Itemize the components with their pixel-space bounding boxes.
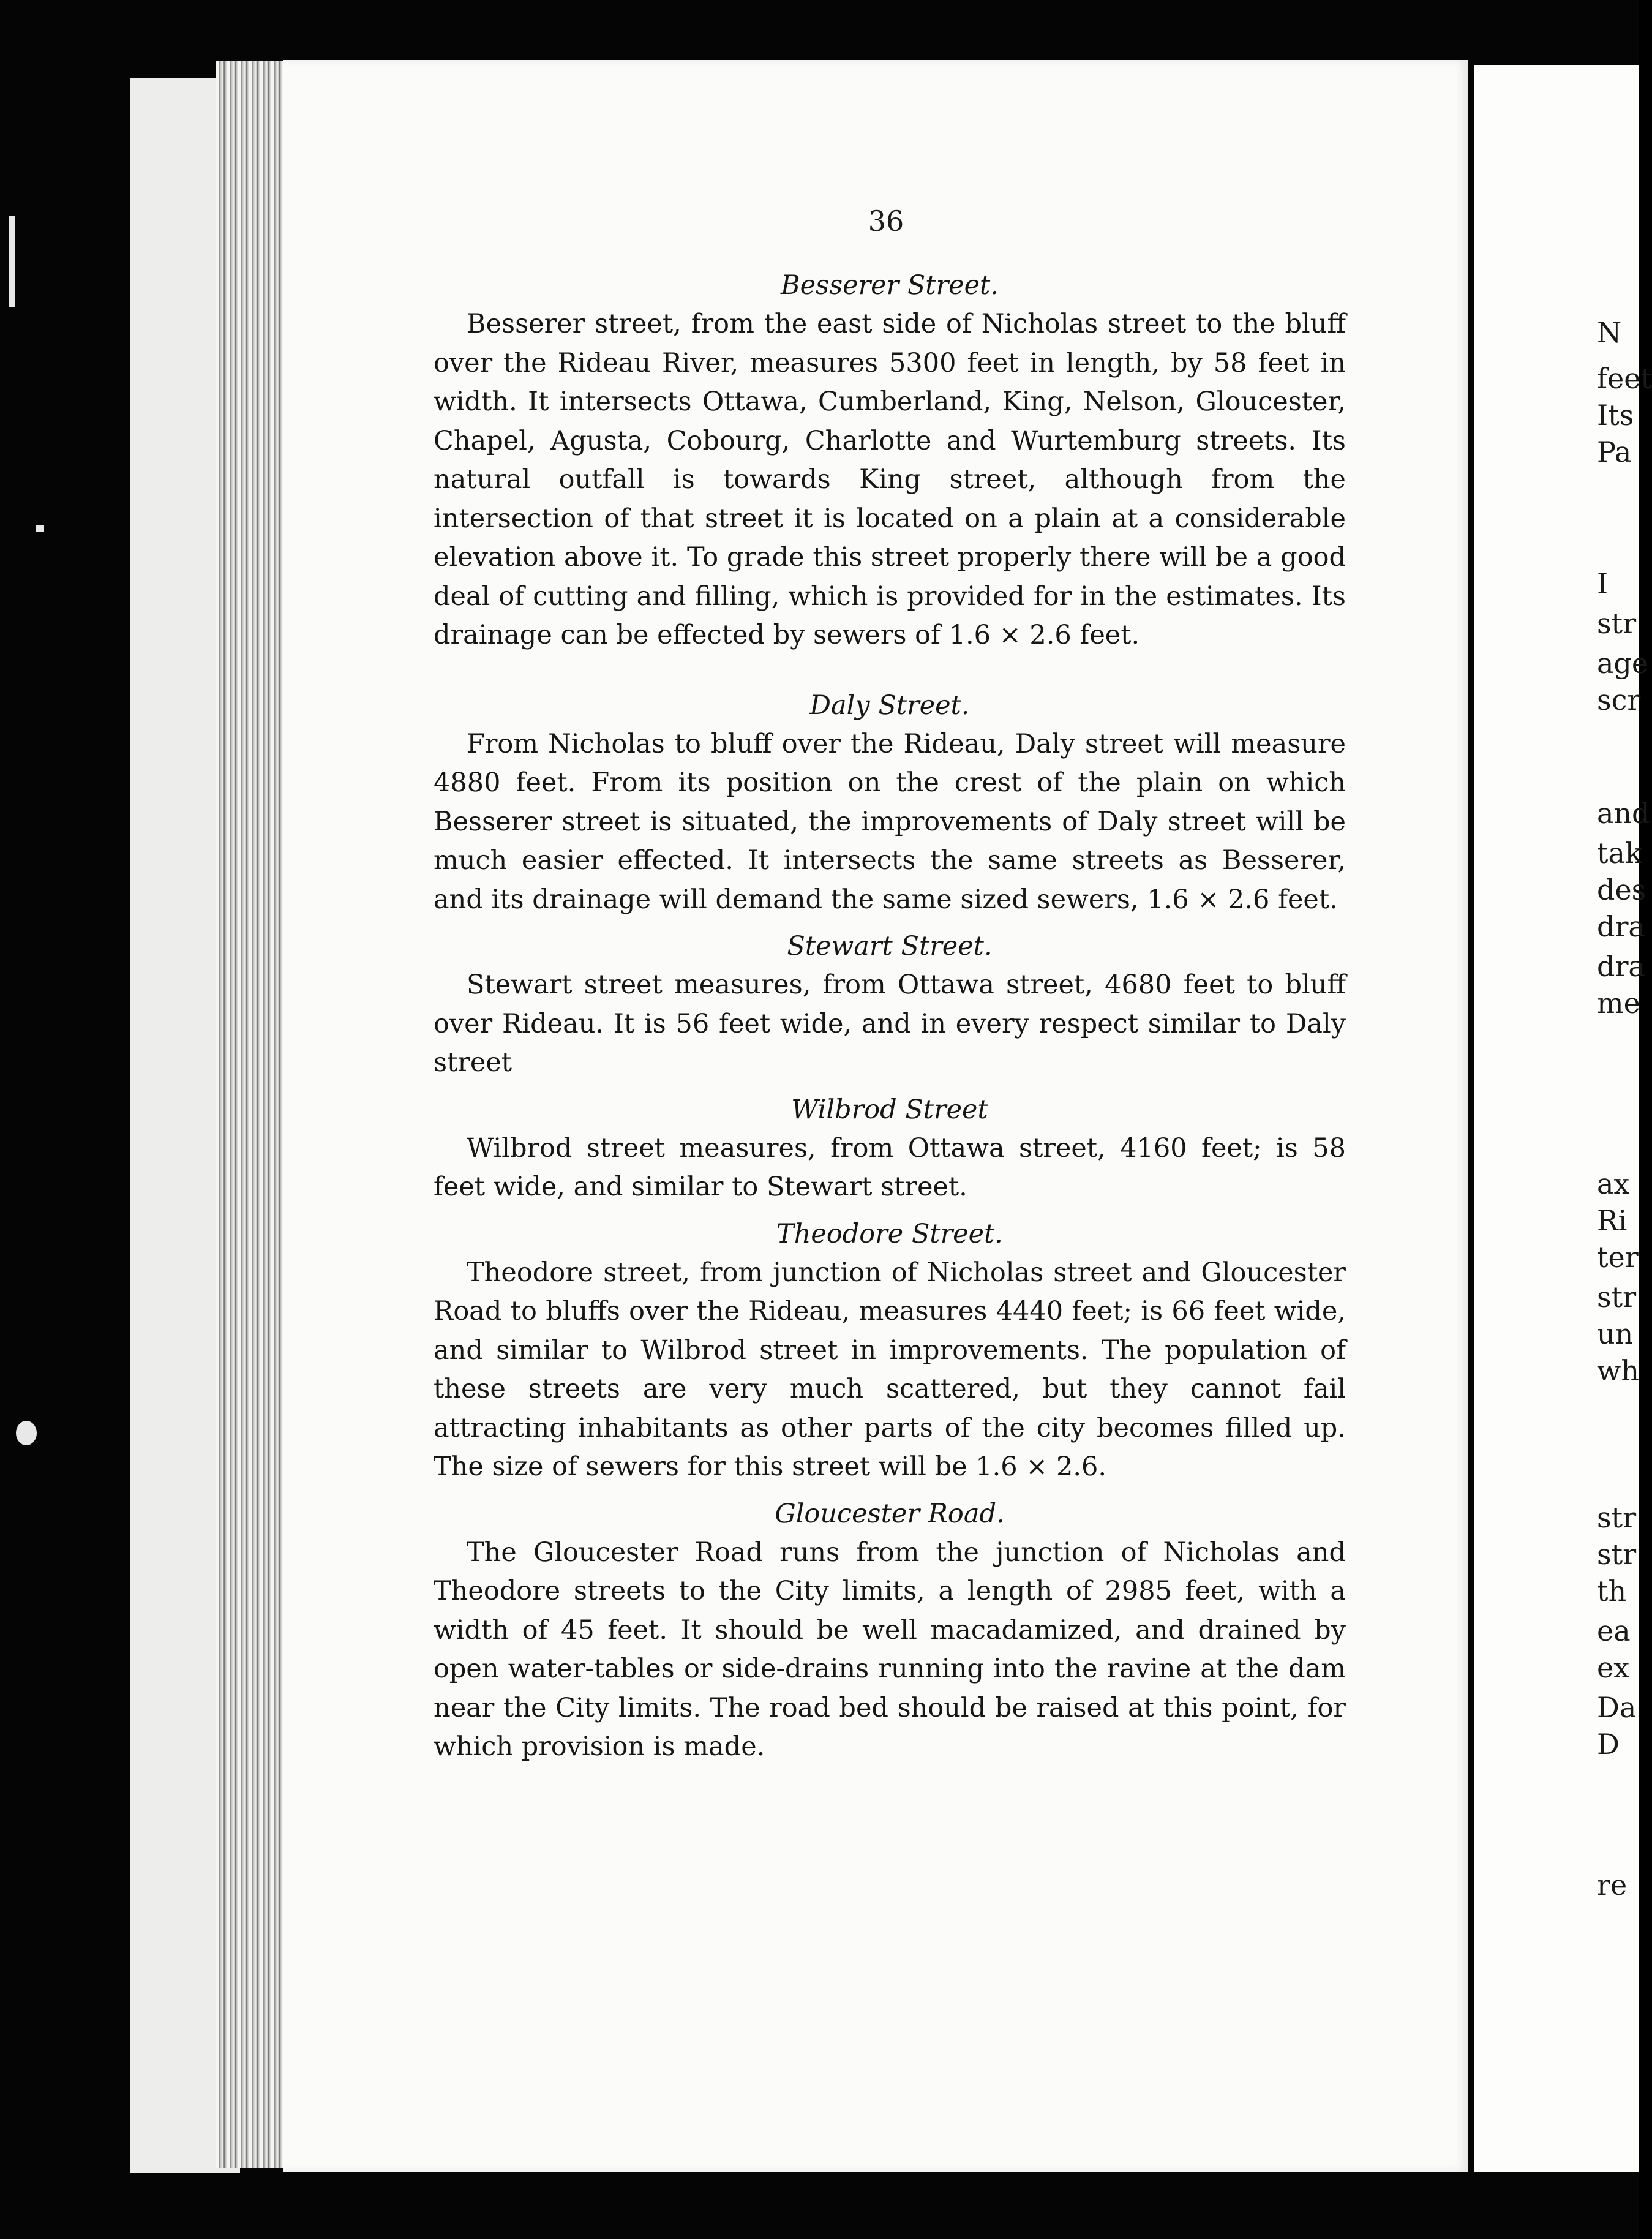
page-edges xyxy=(216,61,289,2168)
facing-page-fragment: des xyxy=(1597,873,1646,906)
facing-page-fragment: Its xyxy=(1597,399,1634,432)
section-paragraph: Stewart street measures, from Ottawa street, 4680 feet to bluff over Rideau. It is 56 feet wide, and in every respect similar to Daly street xyxy=(434,969,1346,1078)
facing-page-fragment: un xyxy=(1597,1317,1634,1350)
facing-page-fragment: ex xyxy=(1597,1651,1630,1684)
facing-page-fragment: dra xyxy=(1597,950,1645,983)
scan-speck xyxy=(36,525,44,532)
section-theodore-street xyxy=(434,1214,1346,1487)
facing-page-fragment: tak xyxy=(1597,837,1642,870)
facing-page-fragment: I xyxy=(1597,567,1609,600)
facing-page-fragment: dra xyxy=(1597,910,1645,943)
section-paragraph: Theodore street, from junction of Nicholas street and Gloucester Road to bluffs over the Rideau, measures 4440 feet; is 66 feet wide, and similar to Wilbrod street in improvements. The population of these streets are very much scattered, but they cannot fail attracting inhabitants as other parts of the city becomes filled up. The size of sewers for this street will be 1.6 × 2.6. xyxy=(434,1257,1346,1482)
facing-page-fragment: re xyxy=(1597,1868,1628,1902)
section-heading: Besserer Street. xyxy=(781,270,999,301)
facing-page-fragment: wh xyxy=(1597,1354,1639,1387)
scan-speck xyxy=(16,1421,37,1445)
facing-page-fragment: feet xyxy=(1597,362,1652,395)
facing-page-fragment: ea xyxy=(1597,1614,1631,1647)
section-heading: Theodore Street. xyxy=(776,1218,1003,1249)
facing-page-fragment: me xyxy=(1597,987,1640,1020)
facing-page-fragment: Pa xyxy=(1597,435,1632,468)
section-paragraph: From Nicholas to bluff over the Rideau, Daly street will measure 4880 feet. From its position on the crest of the plain on which Besserer street is situated, the improvements of Daly street will be much easier effected. It intersects the same streets as Besserer, and its drainage will demand the same sized sewers, 1.6 × 2.6 feet. xyxy=(434,728,1346,915)
page-number: 36 xyxy=(868,205,904,238)
facing-page-fragment: str xyxy=(1597,607,1637,640)
section-besserer-street xyxy=(434,266,1346,655)
facing-page-fragment: Ri xyxy=(1597,1204,1628,1237)
section-paragraph: Wilbrod street measures, from Ottawa street, 4160 feet; is 58 feet wide, and similar to Stewart street. xyxy=(434,1132,1346,1202)
section-paragraph: The Gloucester Road runs from the junction of Nicholas and Theodore streets to the City limits, a length of 2985 feet, with a width of 45 feet. It should be well macadamized, and drained by open water-tables or side-drains running into the ravine at the dam near the City limits. The road bed should be raised at this point, for which provision is made. xyxy=(434,1537,1346,1762)
section-wilbrod-street xyxy=(434,1090,1346,1207)
facing-page-fragment: ter xyxy=(1597,1241,1639,1274)
section-daly-street xyxy=(434,686,1346,920)
scan-speck xyxy=(9,216,15,307)
facing-page-fragment: N xyxy=(1597,316,1622,349)
section-stewart-street xyxy=(434,927,1346,1083)
facing-page-fragment: str xyxy=(1597,1281,1637,1314)
facing-page-fragment: str xyxy=(1597,1501,1637,1534)
section-heading: Wilbrod Street xyxy=(791,1094,988,1125)
section-gloucester-road xyxy=(434,1494,1346,1767)
facing-page-fragment: D xyxy=(1597,1728,1620,1761)
page-text xyxy=(434,266,1346,1767)
facing-page-fragment: and xyxy=(1597,797,1650,830)
facing-page-fragment: ax xyxy=(1597,1167,1630,1200)
facing-page-fragment: th xyxy=(1597,1575,1627,1608)
section-heading: Daly Street. xyxy=(809,690,970,721)
facing-page-fragment: str xyxy=(1597,1538,1637,1571)
facing-page-fragment: age xyxy=(1597,647,1649,680)
section-heading: Stewart Street. xyxy=(787,931,993,961)
section-heading: Gloucester Road. xyxy=(775,1498,1005,1529)
facing-page-fragment: Da xyxy=(1597,1691,1637,1724)
facing-page-fragment: scr xyxy=(1597,683,1641,717)
section-paragraph: Besserer street, from the east side of Nicholas street to the bluff over the Rideau River, measures 5300 feet in length, by 58 feet in width. It intersects Ottawa, Cumberland, King, Nelson, Gloucester, Chapel, Agusta, Cobourg, Charlotte and Wurtemburg streets. Its natural outfall is towards King street, although from the intersection of that street it is located on a plain at a considerable elevation above it. To grade this street properly there will be a good deal of cutting and filling, which is provided for in the estimates. Its drainage can be effected by sewers of 1.6 × 2.6 feet. xyxy=(434,309,1346,650)
